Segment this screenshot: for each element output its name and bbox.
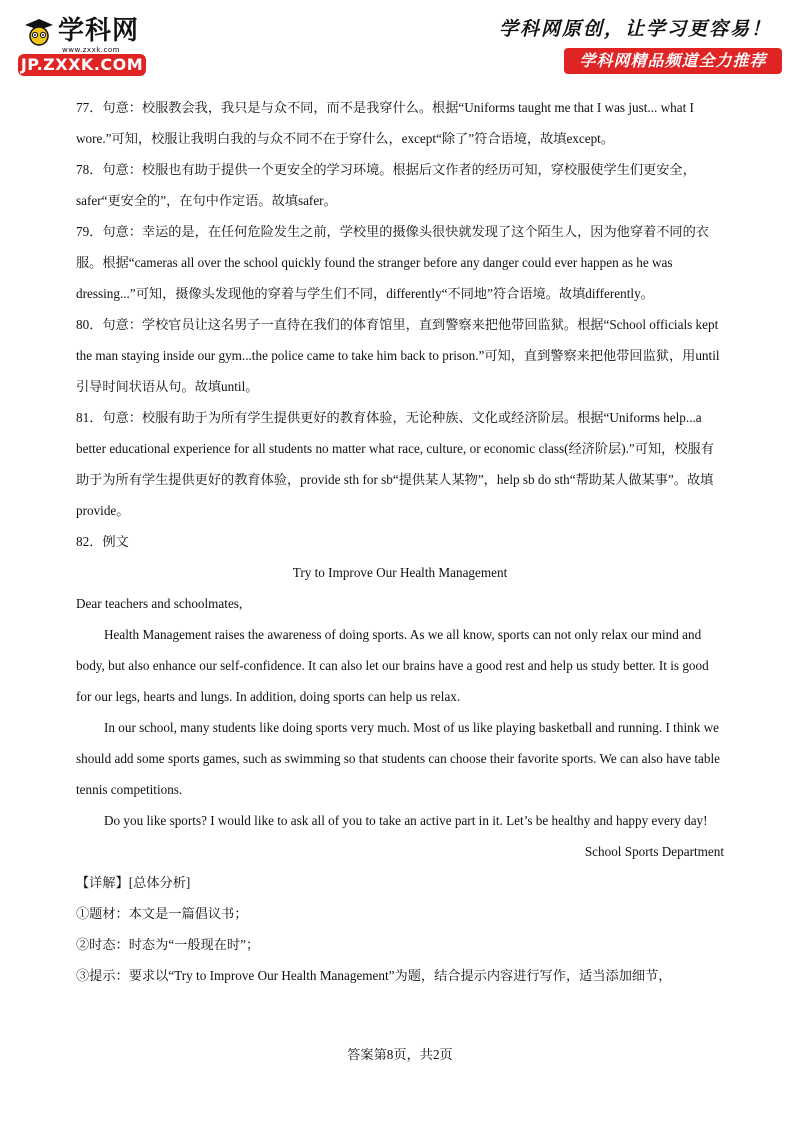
essay-paragraph-3: Do you like sports? I would like to ask all of you to take an active part in it. Let’s be healthy and happy every day! xyxy=(104,813,708,828)
zxxk-logo[interactable] xyxy=(18,12,158,80)
answer-78: 78．句意：校服也有助于提供一个更安全的学习环境。根据后文作者的经历可知，穿校服使学生们更安全，safer“更安全的”，在句中作定语。故填safer。 xyxy=(76,162,696,208)
mascot-icon xyxy=(24,18,54,46)
recommend-badge: 学科网精品频道全力推荐 xyxy=(564,48,782,74)
analysis-item-2: ②时态：时态为“一般现在时”； xyxy=(76,937,260,952)
answer-79: 79．句意：幸运的是，在任何危险发生之前，学校里的摄像头很快就发现了这个陌生人，因为他穿着不同的衣服。根据“cameras all over the school quickly found the stranger before any danger could ever happen as he was dressing...”可知，摄像头发现他的穿着与学生们不同，differently“不同地”符合语境。故填differently。 xyxy=(76,224,709,301)
essay-signature: School Sports Department xyxy=(584,844,724,859)
essay-paragraph-1: Health Management raises the awareness of doing sports. As we all know, sports can not only relax our mind and body, but also enhance our self-confidence. It can also let our brains have a good rest and help us study better. It is good for our legs, hearts and lungs. In addition, doing sports can help us relax. xyxy=(76,627,709,704)
page-header xyxy=(0,0,800,90)
jp-zxxk-badge: JP.ZXXK.COM xyxy=(18,54,146,76)
analysis-item-1: ①题材：本文是一篇倡议书； xyxy=(76,906,248,921)
page-footer: 答案第8页，共2页 xyxy=(347,1047,453,1062)
logo-name: 学科网 xyxy=(58,16,140,46)
answer-80: 80．句意：学校官员让这名男子一直待在我们的体育馆里，直到警察来把他带回监狱。根据“School officials kept the man staying inside our gym...the police came to take him back to prison.”可知，直到警察来把他带回监狱，用until引导时间状语从句。故填until。 xyxy=(76,317,720,394)
answer-77: 77．句意：校服教会我，我只是与众不同，而不是我穿什么。根据“Uniforms taught me that I was just... what I wore.”可知，校服让我明白我的与众不同不在于穿什么，except“除了”符合语境，故填except。 xyxy=(76,100,694,146)
essay-paragraph-2: In our school, many students like doing sports very much. Most of us like playing basketball and running. I think we should add some sports games, such as swimming so that students can choose their favorite sports. We can also have table tennis competitions. xyxy=(76,720,721,797)
slogan: 学科网原创，让学习更容易！ xyxy=(498,18,772,40)
essay-greeting: Dear teachers and schoolmates, xyxy=(76,596,243,611)
logo-url: www.zxxk.com xyxy=(62,46,120,54)
analysis-item-3: ③提示：要求以“Try to Improve Our Health Management”为题，结合提示内容进行写作，适当添加细节， xyxy=(76,968,672,983)
answer-81: 81．句意：校服有助于为所有学生提供更好的教育体验，无论种族、文化或经济阶层。根据“Uniforms help...a better educational experience for all students no matter what race, culture, or economic class(经济阶层).”可知，校服有助于为所有学生提供更好的教育体验，provide sth for sb“提供某人某物”，help sb do sth“帮助某人做某事”。故填provide。 xyxy=(76,410,714,518)
answer-content xyxy=(76,92,724,991)
analysis-heading: 【详解】[总体分析] xyxy=(76,875,191,890)
essay-title: Try to Improve Our Health Management xyxy=(292,565,508,580)
answer-82: 82．例文 xyxy=(76,534,129,549)
